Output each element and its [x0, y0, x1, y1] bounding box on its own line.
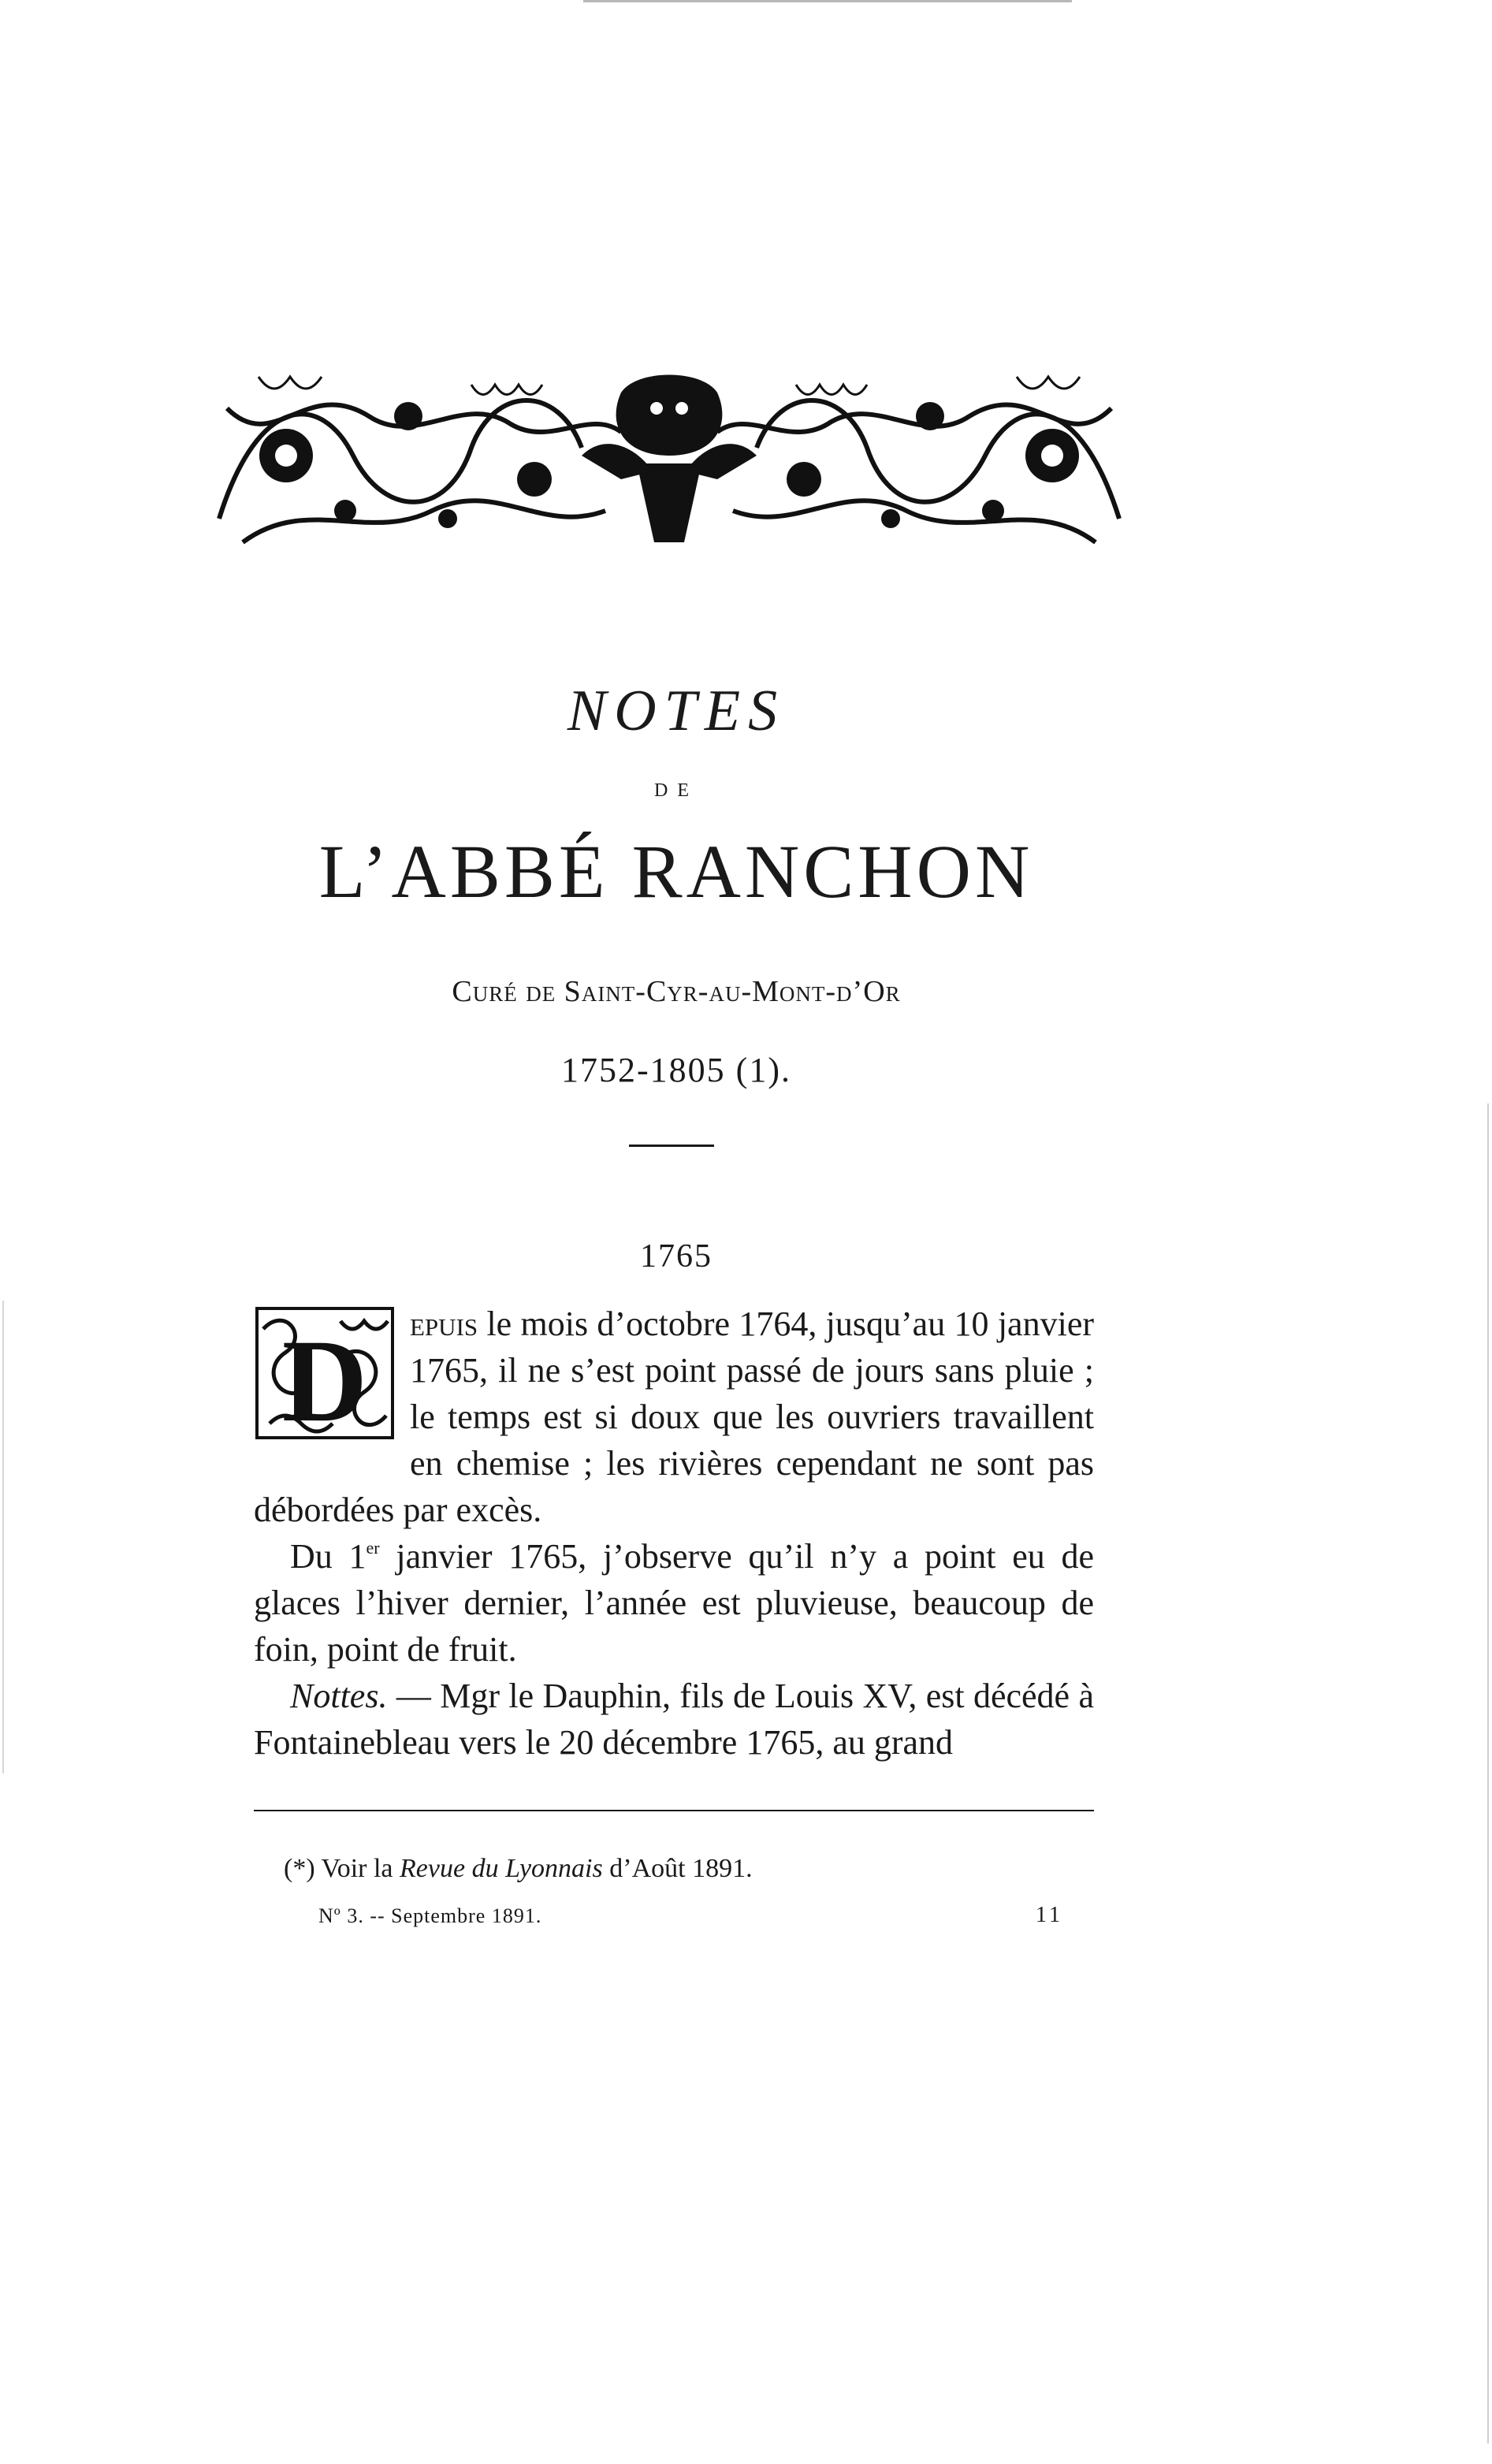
scan-edge-line — [583, 0, 1072, 2]
paragraph-text: le mois d’octobre 1764, jusqu’au 10 janvier 1765, il ne s’est point passé de jours sans pluie ; le temps est si doux que les ouvriers travaillent en chemise ; les rivières cependant ne sont pas débordées par excès. — [254, 1305, 1094, 1529]
paragraph-text: — Mgr le Dauphin, fils de Louis XV, est décédé à Fontainebleau vers le 20 décembre 1765, au grand — [254, 1677, 1094, 1762]
year-heading: 1765 — [640, 1238, 713, 1275]
issue-line: Nº 3. -- Septembre 1891. — [318, 1904, 542, 1927]
dropcap-ornament — [254, 1305, 396, 1441]
title-de: DE — [654, 780, 698, 801]
footnote-text: d’Août 1891. — [602, 1854, 753, 1883]
scan-edge-line — [1487, 1104, 1489, 2444]
footnote-text: Voir la — [314, 1854, 400, 1883]
dropcap-letter: D — [281, 1316, 368, 1441]
title-name: L’ABBÉ RANCHON — [318, 829, 1034, 914]
ornament-header-band — [211, 361, 1127, 550]
superscript: er — [366, 1538, 380, 1558]
divider-rule — [629, 1145, 714, 1147]
scan-edge-line — [2, 1301, 4, 1774]
footnote-mark: (*) — [284, 1854, 315, 1883]
subtitle: Curé de Saint-Cyr-au-Mont-d’Or — [452, 975, 901, 1008]
paragraph — [254, 1673, 1094, 1766]
paragraph-text: janvier 1765, j’observe qu’il n’y a point eu de glaces l’hiver dernier, l’année est pluvieuse, beaucoup de foin, point de fruit. — [254, 1537, 1094, 1669]
footnote — [284, 1854, 1072, 1884]
paragraph — [254, 1301, 1094, 1533]
dates-line: 1752-1805 (1). — [561, 1051, 791, 1089]
body-text — [254, 1301, 1094, 1766]
signature-mark: 11 — [1036, 1903, 1063, 1927]
footnote-journal: Revue du Lyonnais — [400, 1854, 603, 1883]
paragraph-lead: epuis — [410, 1305, 478, 1343]
paragraph-start: Du 1 — [290, 1537, 366, 1576]
paragraph-label: Nottes. — [290, 1677, 388, 1715]
title-notes: NOTES — [567, 679, 786, 743]
footnote-rule — [254, 1810, 1094, 1811]
paragraph — [254, 1533, 1094, 1673]
